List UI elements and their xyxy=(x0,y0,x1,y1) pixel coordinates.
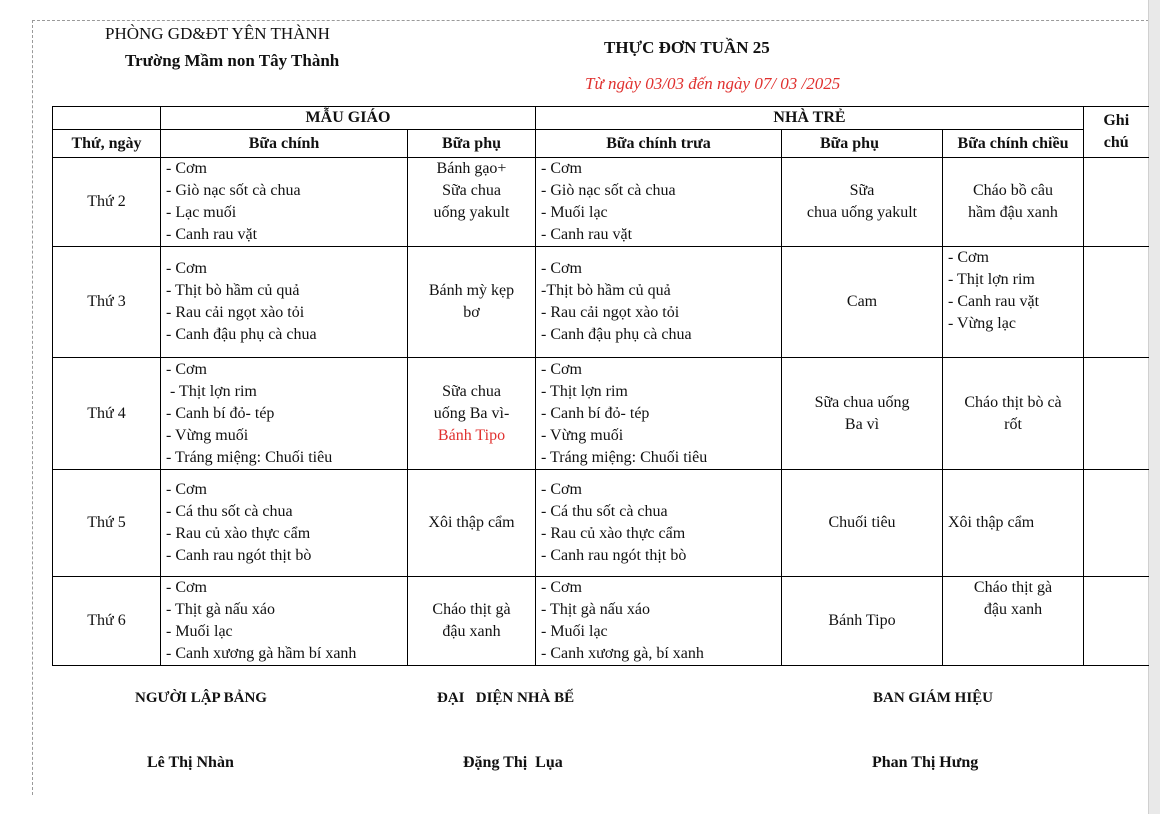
dish-line: Bánh mỳ kẹp xyxy=(428,282,515,299)
dish-line: - Cá thu sốt cà chua xyxy=(166,503,293,520)
dish-line: - Muối lạc xyxy=(166,623,233,640)
table-row xyxy=(53,358,1149,470)
dish-line: Cháo bồ câu xyxy=(973,182,1053,199)
nt-snack-cell xyxy=(782,470,943,577)
school-name: Trường Mầm non Tây Thành xyxy=(125,51,340,70)
note-cell xyxy=(1084,358,1149,470)
dish-line: hầm đậu xanh xyxy=(968,204,1058,221)
mg-snack-cell xyxy=(408,358,536,470)
mg-main-cell xyxy=(161,358,408,470)
highlight-dish: Bánh Tipo xyxy=(437,426,506,444)
ghi-chu-line2: chú xyxy=(1103,134,1129,151)
dish-line: - Vừng muối xyxy=(541,426,624,444)
dish-line: -Thịt bò hầm củ quả xyxy=(541,282,671,299)
dish-line: Sữa chua xyxy=(442,182,501,199)
dish-line: - Canh rau vặt xyxy=(541,226,633,243)
dish-line: - Thịt lợn rim xyxy=(166,382,257,400)
dish-line: uống Ba vì- xyxy=(433,404,510,422)
dish-line: - Muối lạc xyxy=(541,204,608,221)
dish-line: - Canh rau ngót thịt bò xyxy=(166,547,312,564)
table-row xyxy=(53,158,1149,247)
nt-afternoon-cell xyxy=(943,158,1084,247)
mg-snack-cell xyxy=(408,247,536,358)
dish-line: Sữa chua xyxy=(442,382,501,400)
dish-line: - Cơm xyxy=(541,260,582,277)
nt-lunch-cell xyxy=(536,358,782,470)
table-row xyxy=(53,577,1149,666)
dish-line: - Lạc muối xyxy=(166,204,237,221)
nt-lunch-cell xyxy=(536,470,782,577)
day-cell: Thứ 3 xyxy=(53,247,161,358)
nt-snack-cell xyxy=(782,247,943,358)
mg-snack-cell xyxy=(408,577,536,666)
nt-lunch-cell xyxy=(536,247,782,358)
note-cell xyxy=(1084,247,1149,358)
note-cell xyxy=(1084,470,1149,577)
dish-line: - Canh rau ngót thịt bò xyxy=(541,547,687,564)
mg-main-cell xyxy=(161,470,408,577)
dish-line: Sữa chua uống xyxy=(814,393,910,411)
dish-line: - Cơm xyxy=(541,579,582,596)
mg-snack-cell xyxy=(408,158,536,247)
nt-afternoon-cell xyxy=(943,358,1084,470)
ghi-chu-header xyxy=(1084,107,1149,158)
dish-line: - Canh rau vặt xyxy=(166,226,258,243)
dish-line: Cháo thịt bò cà xyxy=(964,393,1062,411)
department-name: PHÒNG GD&ĐT YÊN THÀNH xyxy=(105,24,330,43)
dish-line: - Thịt gà nấu xáo xyxy=(541,601,651,618)
dish-line: đậu xanh xyxy=(442,623,501,640)
day-cell: Thứ 2 xyxy=(53,158,161,247)
dish-line: - Thịt bò hầm củ quả xyxy=(166,282,300,299)
mg-main-cell xyxy=(161,247,408,358)
dish-line: - Cơm xyxy=(166,260,207,277)
mg-snack-cell xyxy=(408,470,536,577)
nt-lunch-cell xyxy=(536,577,782,666)
dish-line: - Rau củ xào thực cẩm xyxy=(166,525,311,542)
blank-corner xyxy=(53,107,161,130)
note-cell xyxy=(1084,158,1149,247)
dish-line: Xôi thập cẩm xyxy=(948,514,1035,531)
dish-line: - Vừng muối xyxy=(166,426,249,444)
dish-line: - Rau cải ngọt xào tỏi xyxy=(541,304,680,321)
dish-line: Bánh Tipo xyxy=(828,612,896,629)
dish-line: - Canh xương gà, bí xanh xyxy=(541,645,704,662)
day-cell: Thứ 4 xyxy=(53,358,161,470)
nt-snack-cell xyxy=(782,577,943,666)
role-prepared-by: NGƯỜI LẬP BẢNG xyxy=(135,690,267,706)
dish-line: uống yakult xyxy=(433,204,510,221)
dish-line: - Canh rau vặt xyxy=(948,293,1040,310)
dish-line: Xôi thập cẩm xyxy=(428,514,515,531)
col-day: Thứ, ngày xyxy=(53,130,161,158)
table-row xyxy=(53,470,1149,577)
dish-line: - Cơm xyxy=(541,360,582,378)
col-nt-snack: Bữa phụ xyxy=(782,130,943,158)
dish-line: đậu xanh xyxy=(983,601,1043,618)
dish-line: - Canh bí đỏ- tép xyxy=(166,404,275,422)
dish-line: - Cơm xyxy=(166,160,207,177)
dish-line: - Tráng miệng: Chuối tiêu xyxy=(166,448,333,466)
table-row xyxy=(53,247,1149,358)
col-nt-afternoon: Bữa chính chiều xyxy=(943,130,1084,158)
nt-snack-cell xyxy=(782,158,943,247)
role-kitchen-rep: ĐẠI DIỆN NHÀ BẾ xyxy=(437,690,575,706)
dish-line: - Thịt lợn rim xyxy=(948,271,1035,288)
day-cell: Thứ 6 xyxy=(53,577,161,666)
dish-line: - Muối lạc xyxy=(541,623,608,640)
signer-1: Lê Thị Nhàn xyxy=(147,754,234,771)
dish-line: - Canh đậu phụ cà chua xyxy=(541,326,692,343)
scrollbar-strip[interactable] xyxy=(1148,0,1160,814)
dish-line: Cháo thịt gà xyxy=(973,579,1053,596)
dish-line: - Giò nạc sốt cà chua xyxy=(541,182,676,199)
dish-line: - Cơm xyxy=(166,579,207,596)
mg-main-cell xyxy=(161,577,408,666)
column-header-row xyxy=(53,130,1149,158)
col-mg-main: Bữa chính xyxy=(161,130,408,158)
dish-line: - Canh đậu phụ cà chua xyxy=(166,326,317,343)
nt-lunch-cell xyxy=(536,158,782,247)
group-header-row xyxy=(53,107,1149,130)
menu-table xyxy=(52,106,1149,666)
dish-line: Chuối tiêu xyxy=(828,514,896,531)
dish-line: - Cá thu sốt cà chua xyxy=(541,503,668,520)
dish-line: bơ xyxy=(463,304,480,321)
page-title: THỰC ĐƠN TUẦN 25 xyxy=(604,38,770,57)
dish-line: Bánh gạo+ xyxy=(436,160,507,177)
nt-snack-cell xyxy=(782,358,943,470)
dish-line: - Rau củ xào thực cẩm xyxy=(541,525,686,542)
nt-afternoon-cell xyxy=(943,470,1084,577)
nt-afternoon-cell xyxy=(943,577,1084,666)
date-range: Từ ngày 03/03 đến ngày 07/ 03 /2025 xyxy=(585,74,841,93)
dish-line: - Vừng lạc xyxy=(948,315,1016,332)
dish-line: - Giò nạc sốt cà chua xyxy=(166,182,301,199)
nt-afternoon-cell xyxy=(943,247,1084,358)
day-cell: Thứ 5 xyxy=(53,470,161,577)
dish-line: - Cơm xyxy=(166,360,207,378)
col-nt-lunch: Bữa chính trưa xyxy=(536,130,782,158)
mg-main-cell xyxy=(161,158,408,247)
dish-line: - Canh xương gà hầm bí xanh xyxy=(166,645,357,662)
ghi-chu-line1: Ghi xyxy=(1103,112,1130,129)
dish-line: rốt xyxy=(1004,415,1022,433)
dish-line: - Canh bí đỏ- tép xyxy=(541,404,650,422)
role-board: BAN GIÁM HIỆU xyxy=(873,690,994,706)
dish-line: Ba vì xyxy=(844,415,880,433)
dish-line: - Thịt gà nấu xáo xyxy=(166,601,276,618)
dish-line: - Rau cải ngọt xào tỏi xyxy=(166,304,305,321)
dish-line: - Tráng miệng: Chuối tiêu xyxy=(541,448,708,466)
dish-line: - Thịt lợn rim xyxy=(541,382,628,400)
dish-line: chua uống yakult xyxy=(806,204,918,221)
signer-3: Phan Thị Hưng xyxy=(872,754,979,771)
group-mau-giao: MẪU GIÁO xyxy=(161,107,536,130)
col-mg-snack: Bữa phụ xyxy=(408,130,536,158)
note-cell xyxy=(1084,577,1149,666)
dish-line: - Cơm xyxy=(541,160,582,177)
signer-2: Đặng Thị Lụa xyxy=(463,754,563,771)
dish-line: - Cơm xyxy=(541,481,582,498)
dish-line: - Cơm xyxy=(166,481,207,498)
dish-line: Cháo thịt gà xyxy=(432,601,511,618)
dish-line: - Cơm xyxy=(948,249,989,266)
dish-line: Cam xyxy=(846,293,878,310)
dish-line: Sữa xyxy=(849,182,875,199)
group-nha-tre: NHÀ TRẺ xyxy=(536,107,1084,130)
